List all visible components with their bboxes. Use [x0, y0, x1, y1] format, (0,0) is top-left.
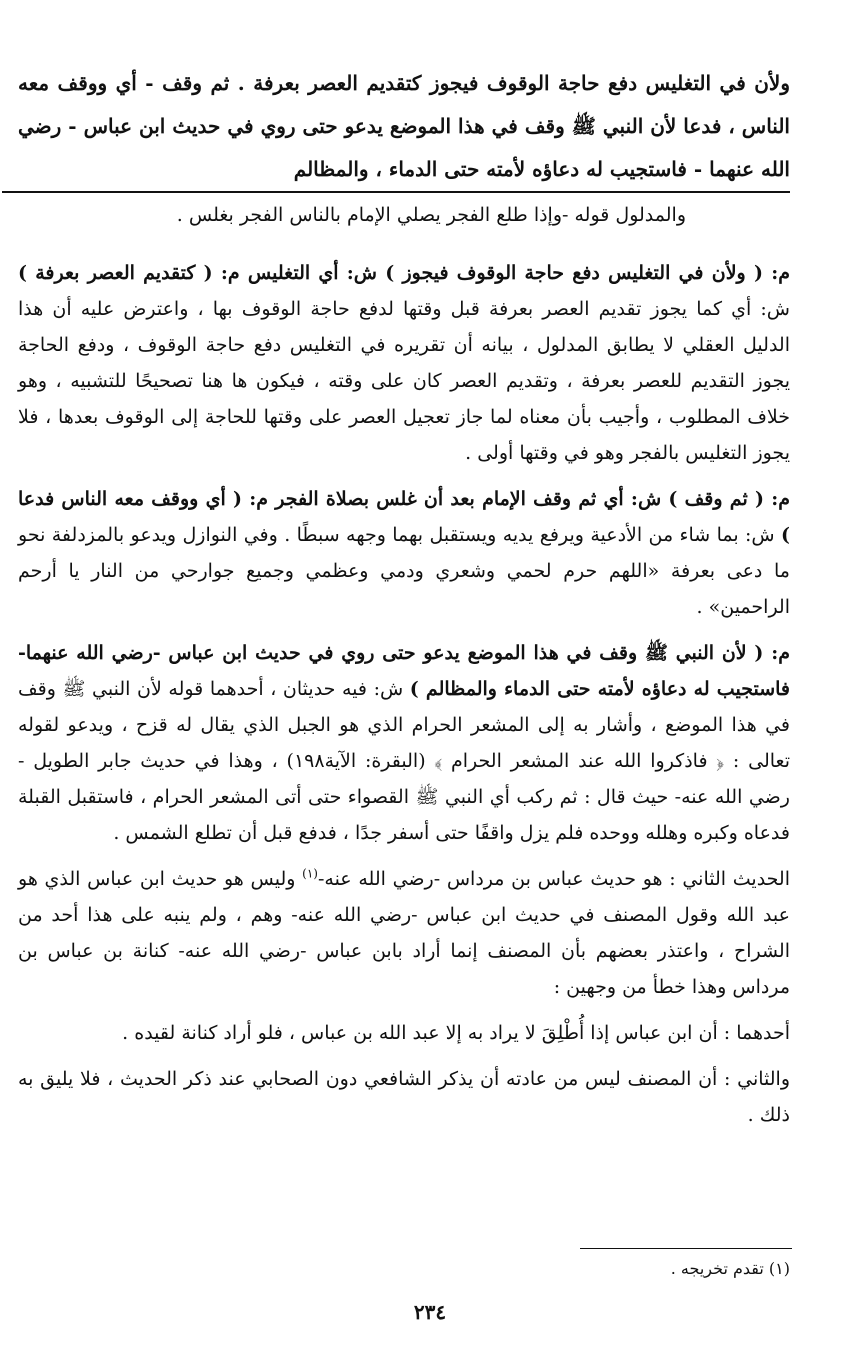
- matn-quote: م: ( لأن النبي ﷺ وقف في هذا الموضع يدعو حتى روي في حديث ابن عباس -رضي الله عنهما- فاستجيب له دعاؤه لأمته حتى الدماء والمظالم ): [18, 642, 790, 700]
- sharh-text: وليس هو حديث ابن عباس الذي هو عبد الله وقول المصنف في حديث ابن عباس -رضي الله عنه- وهم ، ولم ينبه على هذا أحد من الشراح ، واعتذر بعضهم بأن المصنف إنما أراد بابن عباس -رضي الله عنه- كنانة بن عباس بن مرداس وهذا خطأ من وجهين :: [18, 868, 790, 998]
- sharh-text: ش: بما شاء من الأدعية ويرفع يديه ويستقبل بهما وجهه سبطًا . وفي النوازل ويدعو بالمزدلفة نحو ما دعى بعرفة «اللهم حرم لحمي وشعري ودمي وعظمي وجميع جوارحي من النار يا أرحم الراحمين» .: [18, 524, 790, 618]
- page-number: ٢٣٤: [413, 1300, 447, 1324]
- page-content: [18, 62, 790, 1143]
- matn-divider: [2, 191, 790, 193]
- commentary-paragraph-1: [18, 255, 790, 471]
- matn-quote: م: ( ثم وقف ) ش: أي ثم وقف الإمام بعد أن غلس بصلاة الفجر م: ( أي ووقف معه الناس فدعا ): [18, 488, 790, 546]
- matn-quote: م: ( ولأن في التغليس دفع حاجة الوقوف فيجوز ) ش: أي التغليس م: ( كتقديم العصر بعرفة ): [18, 262, 790, 284]
- commentary-paragraph-3: [18, 635, 790, 851]
- commentary-paragraph-6: والثاني : أن المصنف ليس من عادته أن يذكر الشافعي دون الصحابي عند ذكر الحديث ، فلا يليق به ذلك .: [18, 1068, 790, 1126]
- commentary-paragraph-2: [18, 481, 790, 625]
- footnote: (١) تقدم تخريجه .: [670, 1259, 790, 1278]
- sharh-text: الحديث الثاني : هو حديث عباس بن مرداس -رضي الله عنه-: [317, 868, 790, 890]
- sharh-text: ش: فيه حديثان ، أحدهما قوله لأن النبي ﷺ وقف في هذا الموضع ، وأشار به إلى المشعر الحرام الذي هو الجبل الذي يقال له قزح ، ويدعو لقوله تعالى : ﴿ فاذكروا الله عند المشعر الحرام ﴾ (البقرة: الآية١٩٨) ، وهذا في حديث جابر الطويل - رضي الله عنه- حيث قال : ثم ركب أي النبي ﷺ القصواء حتى أتى المشعر الحرام ، فاستقبل القبلة فدعاه وكبره وهلله ووحده فلم يزل واقفًا حتى أسفر جدًا ، فدفع قبل أن تطلع الشمس .: [18, 678, 790, 844]
- commentary-paragraph-5: أحدهما : أن ابن عباس إذا أُطْلِقَ لا يراد به إلا عبد الله بن عباس ، فلو أراد كنانة لقيده .: [122, 1022, 790, 1044]
- commentary-line-0: والمدلول قوله -وإذا طلع الفجر يصلي الإمام بالناس الفجر بغلس .: [176, 204, 686, 226]
- commentary-paragraph-4: [18, 861, 790, 1005]
- sharh-text: ش: أي كما يجوز تقديم العصر بعرفة قبل وقتها لدفع حاجة الوقوف بها ، واعترض عليه أن هذا الدليل العقلي لا يطابق المدلول ، بيانه أن تقريره في التغليس دفع حاجة الوقوف ، ودفع الحاجة يجوز التقديم للعصر بعرفة ، وتقديم العصر كان على وقته ، فيكون ها هنا تصحيحًا للتشبيه ، وهو خلاف المطلوب ، وأجيب بأن معناه لما جاز تعجيل العصر على وقتها للحاجة إلى الوقوف بعدها ، فلا يجوز التغليس بالفجر وهو في وقتها أولى .: [18, 298, 790, 464]
- footnote-divider: [580, 1248, 792, 1249]
- commentary: [18, 197, 790, 1133]
- footnote-marker[interactable]: (١): [302, 866, 318, 881]
- matn-text: ولأن في التغليس دفع حاجة الوقوف فيجوز كتقديم العصر بعرفة . ثم وقف - أي ووقف معه الناس ، فدعا لأن النبي ﷺ وقف في هذا الموضع يدعو حتى روي في حديث ابن عباس - رضي الله عنهما - فاستجيب له دعاؤه لأمته حتى الدماء ، والمظالم: [18, 71, 790, 181]
